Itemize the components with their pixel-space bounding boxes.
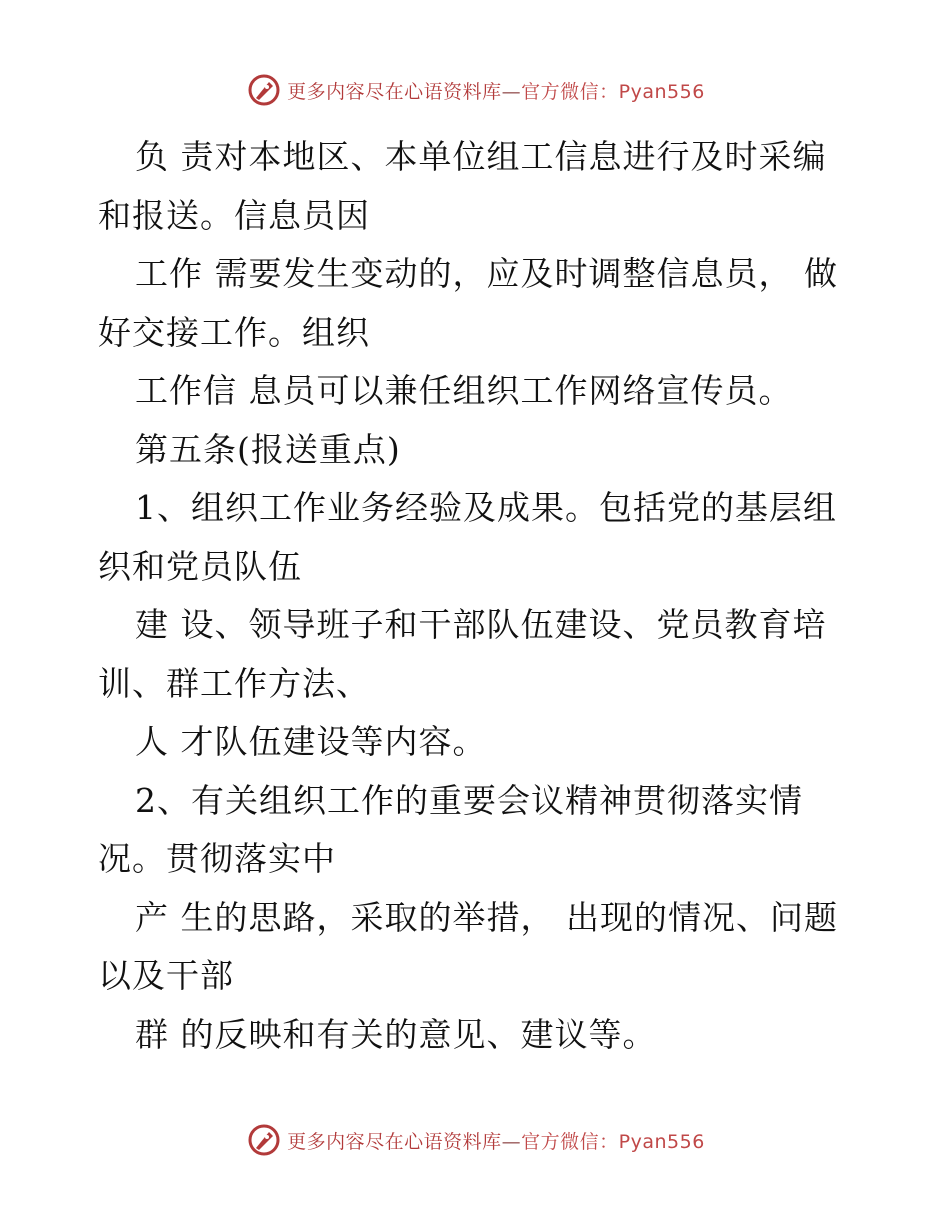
footer-banner-text [287,1127,705,1154]
body-line: 2、有关组织工作的重要会议精神贯彻落实情 [135,780,803,820]
header-banner-text [287,77,705,104]
header-banner-separator: — [501,80,522,103]
header-banner-wechat: 官方微信：Pyan556 [521,80,705,103]
footer-banner-wechat: 官方微信：Pyan556 [521,1130,705,1153]
pen-nib-logo-icon [247,73,281,107]
footer-banner [0,1120,950,1160]
body-line: 好交接工作。组织 [98,312,370,352]
footer-banner-separator: — [501,1130,522,1153]
pen-nib-logo-icon [247,1123,281,1157]
footer-banner-content [247,1123,705,1157]
body-line: 况。贯彻落实中 [98,839,336,878]
header-banner-main: 更多内容尽在心语资料库 [287,80,502,103]
body-line: 和报送。信息员因 [98,195,370,235]
body-line: 训、群工作方法、 [98,663,370,703]
body-line: 群 的反映和有关的意见、建议等。 [135,1014,657,1054]
body-line: 产 生的思路，采取的举措， 出现的情况、问题 [135,897,838,937]
body-line: 负 责对本地区、本单位组工信息进行及时采编 [135,137,827,176]
body-line: 人 才队伍建设等内容。 [135,722,487,761]
body-line: 以及干部 [98,956,234,995]
body-line: 工作 需要发生变动的，应及时调整信息员， 做 [135,254,838,293]
body-line: 织和党员队伍 [98,546,302,586]
header-banner-content [247,73,705,107]
footer-banner-main: 更多内容尽在心语资料库 [287,1130,502,1153]
section-heading: 第五条(报送重点) [135,429,401,469]
header-banner [0,70,950,110]
body-line: 建 设、领导班子和干部队伍建设、党员教育培 [135,605,827,644]
body-line: 工作信 息员可以兼任组织工作网络宣传员。 [135,371,793,410]
document-body [98,128,858,1064]
body-line: 1、组织工作业务经验及成果。包括党的基层组 [135,488,837,527]
